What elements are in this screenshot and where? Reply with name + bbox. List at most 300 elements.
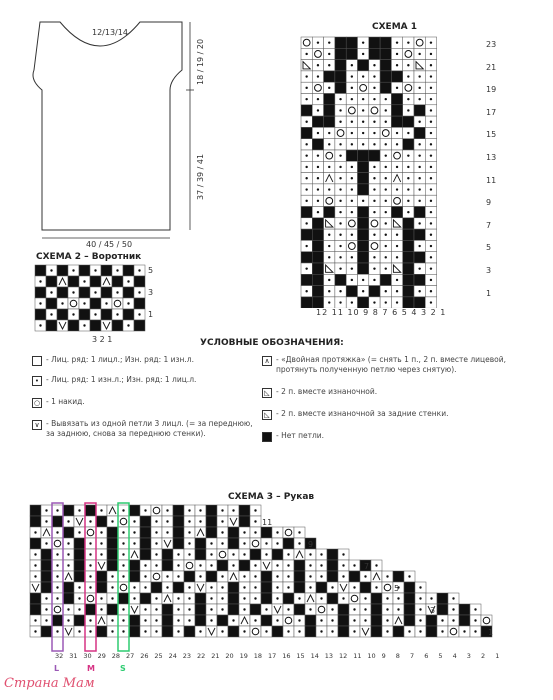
chart3-cell <box>250 626 261 637</box>
chart3-cell <box>63 582 74 593</box>
legend-item-text: - Нет петли. <box>276 431 325 440</box>
size-mark-label: M <box>87 664 95 673</box>
chart3-cell <box>195 604 206 615</box>
chart3-cell <box>85 527 96 538</box>
chart3-column-number: 14 <box>310 652 319 660</box>
dot-mark <box>254 509 256 511</box>
dot-mark <box>397 608 399 610</box>
chart3-cell <box>162 626 173 637</box>
dot-mark <box>188 597 190 599</box>
dot-mark <box>155 542 157 544</box>
dot-mark <box>122 564 124 566</box>
chart1-title: СХЕМА 1 <box>372 22 418 32</box>
dot-mark <box>78 630 80 632</box>
dot-mark <box>45 542 47 544</box>
dot-mark <box>155 608 157 610</box>
dot-mark <box>100 597 102 599</box>
dot-mark <box>386 597 388 599</box>
dot-mark <box>34 575 36 577</box>
dot-mark <box>133 586 135 588</box>
chart3-cell <box>96 626 107 637</box>
chart3-cell <box>96 516 107 527</box>
dot-mark <box>199 509 201 511</box>
dot-mark <box>265 542 267 544</box>
dot-mark <box>155 531 157 533</box>
dot-mark <box>210 553 212 555</box>
dot-mark <box>67 608 69 610</box>
dot-mark <box>320 619 322 621</box>
chart3-cell <box>30 505 41 516</box>
chart3-cell <box>261 593 272 604</box>
dot-mark <box>232 553 234 555</box>
dot-mark <box>210 586 212 588</box>
dot-mark <box>452 597 454 599</box>
dot-mark <box>452 608 454 610</box>
dot-mark <box>199 630 201 632</box>
chart3-cell <box>349 571 360 582</box>
dot-mark <box>144 619 146 621</box>
chart3-cell <box>52 538 63 549</box>
dot-mark <box>375 586 377 588</box>
chart3-cell <box>371 626 382 637</box>
chart3-column-number: 2 <box>481 652 486 660</box>
chart3-cell <box>459 604 470 615</box>
dot-mark <box>155 630 157 632</box>
chart3-cell <box>30 593 41 604</box>
dot-mark <box>254 520 256 522</box>
dot-mark <box>419 586 421 588</box>
chart3-cell <box>129 505 140 516</box>
chart3-cell <box>228 527 239 538</box>
chart3-cell <box>74 538 85 549</box>
chart3-cell <box>338 604 349 615</box>
dot-mark <box>122 575 124 577</box>
dot-mark <box>298 531 300 533</box>
dot-mark <box>89 520 91 522</box>
chart3-column-number: 16 <box>282 652 291 660</box>
dot-mark <box>298 630 300 632</box>
chart3-cell <box>140 538 151 549</box>
dot-mark <box>276 586 278 588</box>
chart3-cell <box>459 615 470 626</box>
dot-mark <box>243 586 245 588</box>
dot-mark <box>166 586 168 588</box>
chart3-cell <box>30 604 41 615</box>
dot-mark <box>166 520 168 522</box>
chart3-cell <box>85 593 96 604</box>
chart3-column-number: 7 <box>410 652 415 660</box>
dot-mark <box>100 608 102 610</box>
dot-mark <box>232 619 234 621</box>
chart3-cell <box>195 538 206 549</box>
chart3-cell <box>129 626 140 637</box>
dot-mark <box>353 586 355 588</box>
dot-mark <box>177 608 179 610</box>
dot-mark <box>298 542 300 544</box>
dot-mark <box>56 586 58 588</box>
dot-mark <box>331 619 333 621</box>
chart1-row-number: 13 <box>486 153 497 162</box>
dot-mark <box>243 553 245 555</box>
chart3-cell <box>63 527 74 538</box>
dot-mark <box>45 509 47 511</box>
dot-mark <box>342 575 344 577</box>
chart3-cell <box>239 516 250 527</box>
dot-mark <box>441 630 443 632</box>
dot-mark <box>276 542 278 544</box>
dot-mark <box>78 608 80 610</box>
chart3-cell <box>96 571 107 582</box>
dot-mark <box>188 509 190 511</box>
dot-mark <box>56 575 58 577</box>
chart3-cell <box>140 593 151 604</box>
dot-mark <box>452 619 454 621</box>
dot-mark <box>166 509 168 511</box>
dot-mark <box>276 597 278 599</box>
chart3-cell <box>151 505 162 516</box>
dot-mark <box>188 531 190 533</box>
chart3-cell <box>283 538 294 549</box>
chart3-column-number: 5 <box>438 652 443 660</box>
dot-mark <box>254 531 256 533</box>
dot-mark <box>144 630 146 632</box>
chart3-cell <box>228 604 239 615</box>
dot-mark <box>155 553 157 555</box>
chart2-row-number: 5 <box>148 266 154 275</box>
chart3-cell <box>162 549 173 560</box>
dot-mark <box>89 575 91 577</box>
dot-mark <box>331 586 333 588</box>
dot-mark <box>111 586 113 588</box>
chart3-cell <box>206 516 217 527</box>
dot-mark <box>408 575 410 577</box>
chart3-cell <box>63 593 74 604</box>
chart3-cell <box>404 604 415 615</box>
dot-mark <box>155 520 157 522</box>
dot-mark <box>276 531 278 533</box>
chart1-row-number: 15 <box>486 130 497 140</box>
dot-mark <box>364 619 366 621</box>
chart3-cell <box>283 615 294 626</box>
dot-mark <box>221 509 223 511</box>
dot-mark <box>166 531 168 533</box>
dot-mark <box>243 630 245 632</box>
chart3-cell <box>294 560 305 571</box>
chart3-cell <box>151 582 162 593</box>
chart3-cell <box>30 538 41 549</box>
chart3-row-number: 1 <box>488 628 494 637</box>
dot-mark <box>364 597 366 599</box>
dot-mark <box>254 597 256 599</box>
chart3-cell <box>371 593 382 604</box>
chart3-cell <box>41 626 52 637</box>
purl-two-back-icon: ◺ <box>262 410 272 420</box>
chart3-column-number: 24 <box>168 652 177 660</box>
dot-mark <box>177 575 179 577</box>
chart3-column-number: 12 <box>339 652 348 660</box>
chart3-cell <box>85 604 96 615</box>
dot-mark <box>353 630 355 632</box>
chart2-column-numbers: 3 2 1 <box>92 335 113 344</box>
chart3-cell <box>162 615 173 626</box>
dot-mark <box>364 608 366 610</box>
dot-mark <box>243 597 245 599</box>
chart3-cell <box>272 549 283 560</box>
dot-mark <box>221 520 223 522</box>
dot-mark <box>56 564 58 566</box>
dot-mark <box>177 564 179 566</box>
chart3-row-number: 9 <box>308 540 314 549</box>
dot-mark <box>320 597 322 599</box>
chart3-cell <box>239 560 250 571</box>
dot-mark <box>122 509 124 511</box>
chart3-column-number: 8 <box>395 652 400 660</box>
chart1-row-number: 7 <box>486 220 492 230</box>
chart1-row-number: 21 <box>486 62 497 72</box>
purl-two-together-icon: ◺ <box>262 388 272 398</box>
dot-mark <box>210 608 212 610</box>
dot-mark <box>133 531 135 533</box>
chart3-cell <box>327 560 338 571</box>
dot-mark <box>221 586 223 588</box>
garment-width-label: 40 / 45 / 50 <box>86 240 133 249</box>
dot-mark <box>430 597 432 599</box>
chart3-column-number: 28 <box>111 652 121 660</box>
chart1-row-number: 3 <box>486 266 492 275</box>
chart3-cell <box>426 615 437 626</box>
dot-mark <box>78 531 80 533</box>
dot-mark <box>34 564 36 566</box>
chart3-cell <box>327 549 338 560</box>
dot-mark <box>122 630 124 632</box>
dot-mark <box>320 575 322 577</box>
dot-mark <box>67 564 69 566</box>
chart3-cell <box>294 604 305 615</box>
chart3-cell <box>195 615 206 626</box>
chart3-cell <box>206 571 217 582</box>
dot-mark <box>177 553 179 555</box>
chart3-cell <box>195 549 206 560</box>
chart3-cell <box>371 615 382 626</box>
legend-item-text: - Лиц. ряд: 1 лицл.; Изн. ряд: 1 изн.л. <box>46 355 194 364</box>
chart3-cell <box>250 538 261 549</box>
chart3-title: СХЕМА 3 – Рукав <box>228 492 315 502</box>
chart3-column-number: 21 <box>211 652 220 660</box>
dot-mark <box>111 575 113 577</box>
dot-mark <box>232 564 234 566</box>
dot-mark <box>287 553 289 555</box>
dot-mark <box>122 531 124 533</box>
dot-mark <box>67 520 69 522</box>
dot-mark <box>155 619 157 621</box>
chart3-row-number: 5 <box>394 584 400 593</box>
chart3-cell <box>338 615 349 626</box>
dot-mark <box>221 630 223 632</box>
chart3-cell <box>250 549 261 560</box>
dot-mark <box>320 564 322 566</box>
chart3-cell <box>404 615 415 626</box>
garment-height-top-label: 18 / 19 / 20 <box>196 38 205 85</box>
dot-mark <box>221 531 223 533</box>
chart3-cell <box>173 527 184 538</box>
dot-mark <box>309 553 311 555</box>
dot-mark <box>45 520 47 522</box>
chart3-cell <box>52 604 63 615</box>
legend-item-text: - 2 п. вместе изнаночной за задние стенки. <box>276 409 449 418</box>
chart1-row-number: 1 <box>486 288 492 298</box>
dot-mark <box>177 630 179 632</box>
dot-mark <box>210 619 212 621</box>
chart3-column-number: 22 <box>197 652 206 660</box>
chart3-column-number: 32 <box>55 652 64 660</box>
size-mark-label: S <box>120 664 126 673</box>
size-mark-label: L <box>54 664 60 673</box>
chart3-cell <box>107 527 118 538</box>
dot-mark <box>177 619 179 621</box>
chart3-cell <box>41 571 52 582</box>
dot-mark <box>287 586 289 588</box>
chart3-column-number: 6 <box>424 652 429 660</box>
dot-mark <box>188 542 190 544</box>
chart3-cell <box>261 527 272 538</box>
legend-item-text: - Лиц. ряд: 1 изн.л.; Изн. ряд: 1 лиц.л. <box>46 375 197 384</box>
chart3-cell <box>283 527 294 538</box>
chart3-cell <box>261 571 272 582</box>
dot-mark <box>122 553 124 555</box>
dot-mark <box>276 619 278 621</box>
dot-mark <box>298 619 300 621</box>
chart3-cell <box>173 582 184 593</box>
dot-mark <box>45 597 47 599</box>
dot-mark <box>45 619 47 621</box>
chart3-cell <box>250 604 261 615</box>
dot-mark <box>89 619 91 621</box>
dot-mark <box>375 564 377 566</box>
dot-mark <box>144 608 146 610</box>
dot-mark <box>210 597 212 599</box>
dot-mark <box>408 630 410 632</box>
dot-mark <box>221 542 223 544</box>
dot-mark <box>78 597 80 599</box>
dot-mark <box>331 630 333 632</box>
chart3-cell <box>393 626 404 637</box>
dot-mark <box>78 586 80 588</box>
dot-mark <box>221 597 223 599</box>
chart1-row-number: 11 <box>486 175 497 185</box>
chart3-cell <box>327 571 338 582</box>
dot-mark <box>78 509 80 511</box>
chart3-cell <box>195 593 206 604</box>
chart2-row-number: 1 <box>148 310 154 319</box>
chart3-cell <box>184 571 195 582</box>
chart3-column-number: 10 <box>367 652 376 660</box>
chart3-cell <box>151 571 162 582</box>
dot-mark <box>287 630 289 632</box>
chart3-cell <box>349 593 360 604</box>
chart3-cell <box>382 582 393 593</box>
dot-mark <box>221 608 223 610</box>
dot-mark <box>243 531 245 533</box>
chart3-cell <box>74 571 85 582</box>
chart3-cell <box>52 615 63 626</box>
dot-mark <box>67 553 69 555</box>
chart3-cell <box>316 582 327 593</box>
chart3-cell <box>173 505 184 516</box>
chart3-cell <box>30 516 41 527</box>
dot-mark <box>342 553 344 555</box>
chart3-column-number: 19 <box>239 652 248 660</box>
chart3-column-number: 13 <box>324 652 334 660</box>
dot-mark <box>265 630 267 632</box>
chart3-column-number: 11 <box>353 652 362 660</box>
dot-mark <box>419 619 421 621</box>
dot-mark <box>56 553 58 555</box>
chart3-cell <box>261 615 272 626</box>
chart3-column-number: 3 <box>466 652 471 660</box>
dot-mark <box>56 597 58 599</box>
dot-mark <box>188 553 190 555</box>
dot-mark <box>419 608 421 610</box>
dot-mark <box>342 597 344 599</box>
dot-mark <box>287 608 289 610</box>
garment-height-bottom-label: 37 / 39 / 41 <box>196 153 205 200</box>
chart3-column-number: 1 <box>495 652 500 660</box>
chart3-cell <box>360 582 371 593</box>
chart3-cell <box>272 626 283 637</box>
chart3-row-number: 3 <box>430 606 436 615</box>
dot-mark <box>166 575 168 577</box>
dot-mark <box>243 542 245 544</box>
dot-mark <box>254 586 256 588</box>
chart3-cell <box>338 626 349 637</box>
chart3-column-number: 25 <box>154 652 163 660</box>
dot-mark <box>111 630 113 632</box>
dot-mark <box>34 630 36 632</box>
chart3-cell <box>217 560 228 571</box>
chart3-cell <box>228 593 239 604</box>
dot-mark <box>287 575 289 577</box>
chart3-cell <box>140 516 151 527</box>
chart3-cell <box>305 626 316 637</box>
chart3-cell <box>228 538 239 549</box>
chart3-cell <box>107 560 118 571</box>
chart3-cell <box>129 615 140 626</box>
chart3-cell <box>426 626 437 637</box>
dot-mark <box>254 575 256 577</box>
dot-mark <box>155 597 157 599</box>
legend-item-text: - «Двойная протяжка» (= снять 1 п., 2 п. вместе лицевой, протянуть полученную петлю через снятую). <box>276 355 506 374</box>
chart3-cell <box>261 582 272 593</box>
chart3-column-number: 23 <box>182 652 192 660</box>
double-pull-icon: ∧ <box>262 356 272 366</box>
dot-mark <box>474 608 476 610</box>
dot-mark <box>155 564 157 566</box>
chart1-row-number: 9 <box>486 198 492 208</box>
chart3-cell <box>162 604 173 615</box>
dot-mark <box>144 575 146 577</box>
dot-mark <box>100 531 102 533</box>
dot-mark <box>56 509 58 511</box>
chart3-cell <box>41 560 52 571</box>
chart3-cell <box>404 582 415 593</box>
chart3-cell <box>228 626 239 637</box>
dot-cell-icon: • <box>32 376 42 386</box>
dot-mark <box>111 597 113 599</box>
chart3-cell <box>305 615 316 626</box>
chart3-cell <box>371 604 382 615</box>
dot-mark <box>320 553 322 555</box>
chart3-cell <box>437 604 448 615</box>
